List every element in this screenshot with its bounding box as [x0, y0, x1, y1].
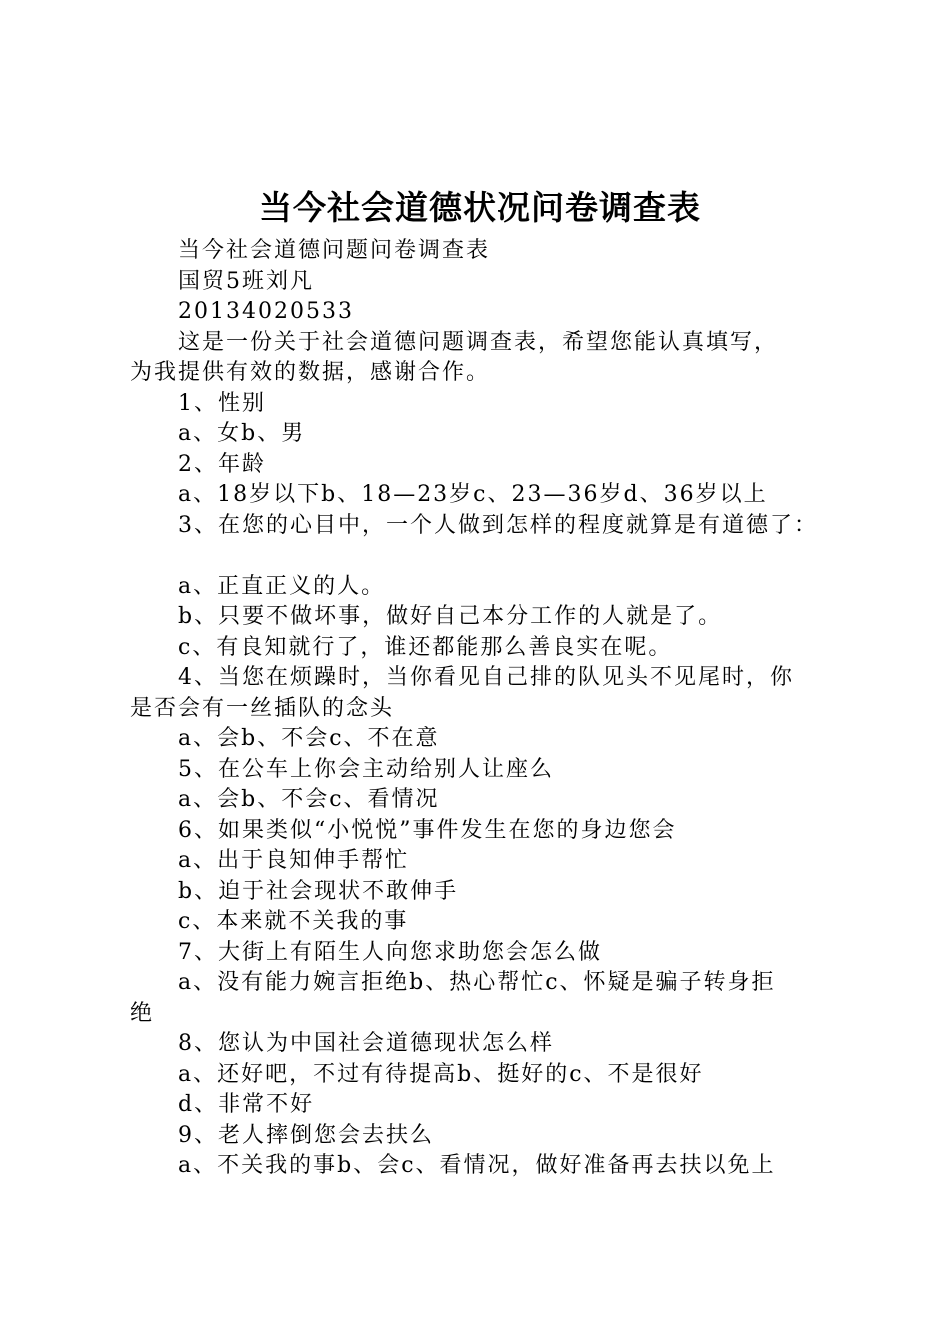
text-line: a、会b、不会c、看情况	[178, 787, 440, 812]
text-line: 8、您认为中国社会道德现状怎么样	[178, 1031, 554, 1056]
text-line: 9、老人摔倒您会去扶么	[178, 1122, 434, 1148]
text-line: 绝	[130, 1000, 155, 1026]
text-line: d、非常不好	[178, 1092, 315, 1117]
text-line: 国贸5班刘凡	[178, 268, 314, 294]
text-line: 当今社会道德问题问卷调查表	[178, 238, 491, 263]
text-line: 这是一份关于社会道德问题调查表，希望您能认真填写，	[178, 329, 779, 355]
text-line: a、出于良知伸手帮忙	[178, 848, 410, 873]
text-line: 4、当您在烦躁时，当你看见自己排的队见头不见尾时，你	[178, 665, 794, 690]
text-line: a、会b、不会c、不在意	[178, 726, 440, 751]
text-line: 1、性别	[178, 390, 266, 416]
blank-line	[130, 541, 842, 572]
text-line: 6、如果类似“小悦悦”事件发生在您的身边您会	[178, 817, 677, 843]
text-line: c、有良知就行了，谁还都能那么善良实在呢。	[178, 634, 673, 660]
text-line: 3、在您的心目中，一个人做到怎样的程度就算是有道德了：	[178, 512, 818, 538]
document-body	[130, 236, 842, 1182]
text-line: a、女b、男	[178, 421, 306, 446]
text-line: c、本来就不关我的事	[178, 909, 409, 934]
text-line: 5、在公车上你会主动给别人让座么	[178, 756, 554, 782]
text-line: a、不关我的事b、会c、看情况，做好准备再去扶以免上	[178, 1153, 776, 1178]
document-title: 当今社会道德状况问卷调查表	[259, 188, 701, 227]
text-line: b、只要不做坏事，做好自己本分工作的人就是了。	[178, 604, 723, 629]
text-line: a、正直正义的人。	[178, 573, 386, 599]
text-line: b、迫于社会现状不敢伸手	[178, 878, 459, 904]
text-line: a、18岁以下b、18—23岁c、23—36岁d、36岁以上	[178, 482, 768, 507]
text-line: 20134020533	[178, 299, 354, 324]
text-line: 是否会有一丝插队的念头	[130, 695, 395, 721]
text-line: a、没有能力婉言拒绝b、热心帮忙c、怀疑是骗子转身拒	[178, 970, 776, 995]
text-line: a、还好吧，不过有待提高b、挺好的c、不是很好	[178, 1061, 704, 1087]
text-line: 为我提供有效的数据，感谢合作。	[130, 360, 491, 385]
text-line: 2、年龄	[178, 451, 266, 477]
text-line: 7、大街上有陌生人向您求助您会怎么做	[178, 939, 602, 965]
